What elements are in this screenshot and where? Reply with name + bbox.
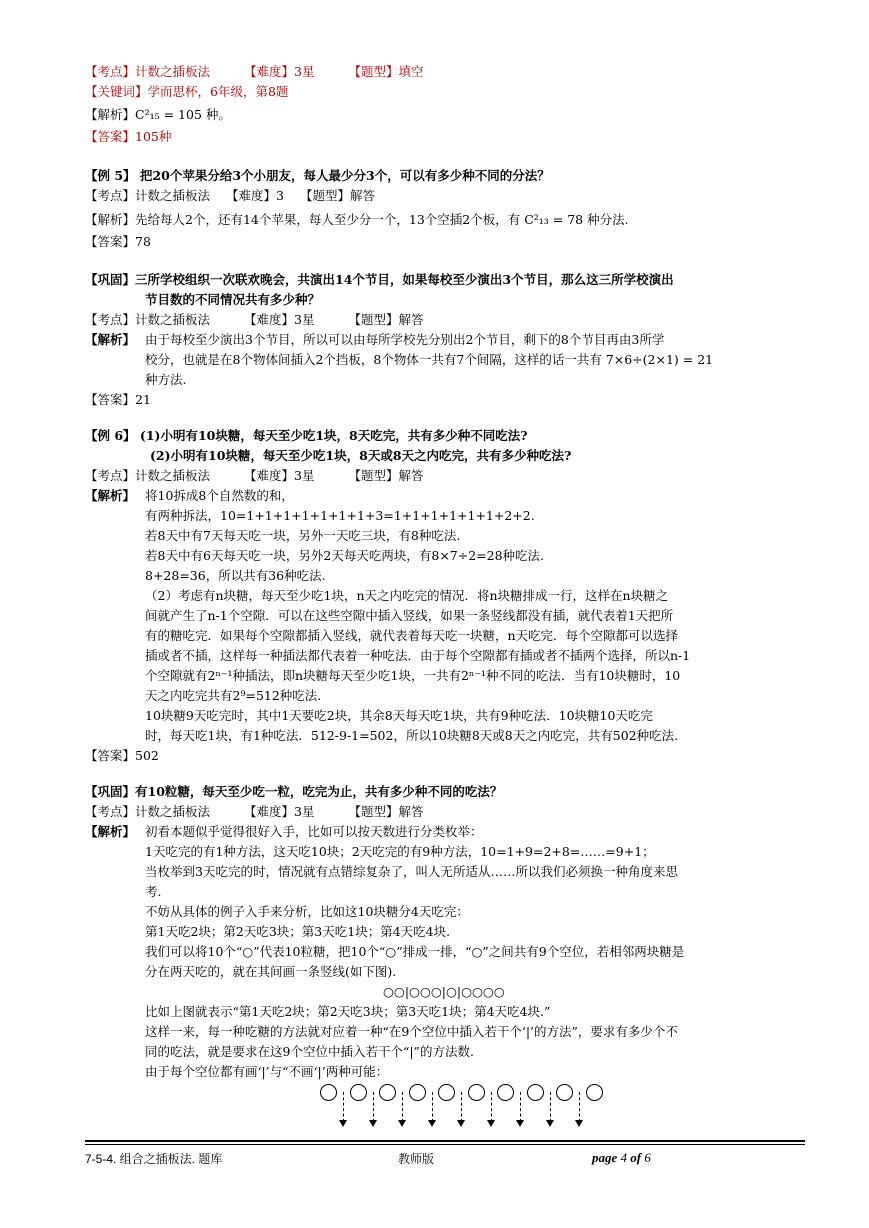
daan-value: 105种	[135, 129, 172, 144]
ex6-jiexi-line: 插或者不插，这样每一种插法都代表着一种吃法．由于每个空隙都有插或者不插两个选择，所以n-1	[145, 648, 691, 663]
gg1-jiexi-line1: 由于每校至少演出3个节目，所以可以由每所学校先分别出2个节目，剩下的8个节目再由3所学	[145, 332, 665, 347]
gg1-tag: 【巩固】	[85, 272, 136, 287]
page-word: page	[592, 1150, 618, 1165]
nandu-value: 3星	[294, 804, 315, 819]
gap-arrow-head	[398, 1120, 406, 1127]
gg1-jiexi-line3: 种方法.	[145, 372, 187, 387]
gg2-jiexi-line: 分在两天吃的，就在其间画一条竖线(如下图).	[145, 964, 397, 979]
jiexi-label: 【解析】	[85, 212, 136, 227]
gg2-jiexi-line: 同的吃法，就是要求在这9个空位中插入若干个“|”的方法数.	[145, 1044, 474, 1059]
daan-value: 502	[135, 748, 159, 763]
tixing-label: 【题型】	[348, 804, 399, 819]
footer-rule-thin	[85, 1144, 805, 1145]
tixing-value: 解答	[349, 188, 375, 203]
gg1-title-line1: 三所学校组织一次联欢晚会，共演出14个节目，如果每校至少演出3个节目，那么这三所学校演出	[135, 272, 674, 287]
gg2-jiexi-line: 比如上图就表示“第1天吃2块；第2天吃3块；第3天吃1块；第4天吃4块.”	[145, 1004, 551, 1019]
ex6-title-line2: (2)小明有10块糖，每天至少吃1块，8天或8天之内吃完，共有多少种吃法?	[150, 448, 572, 463]
block1-keywords-row	[85, 82, 288, 102]
tixing-label: 【题型】	[348, 468, 399, 483]
gg2-jiexi-line: 1天吃完的有1种方法，这天吃10块；2天吃完的有9种方法，10=1+9=2+8=……=9+1；	[145, 844, 655, 859]
gg2-jiexi-label-row	[85, 822, 135, 842]
candy-circle	[527, 1084, 544, 1101]
gg2-title: 有10粒糖，每天至少吃一粒，吃完为止，共有多少种不同的吃法？	[135, 784, 503, 799]
candy-circle	[586, 1084, 603, 1101]
ex6-jiexi-line: 有的糖吃完．如果每个空隙都插入竖线，就代表着每天吃一块糖，n天吃完．每个空隙都可以选择	[145, 628, 679, 643]
ex6-jiexi-line: 将10拆成8个自然数的和，	[145, 488, 294, 503]
nandu-label: 【难度】	[244, 312, 295, 327]
nandu-value: 3星	[294, 468, 315, 483]
kaodian-label: 【考点】	[85, 188, 136, 203]
ex6-jiexi-line: （2）考虑有n块糖，每天至少吃1块，n天之内吃完的情况．将n块糖排成一行，这样在n块糖之	[145, 588, 669, 603]
gap-arrow-line	[520, 1092, 521, 1122]
gg1-jiexi-line2: 校分，也就是在8个物体间插入2个挡板，8个物体一共有7个间隔，这样的话一共有 7×6÷(2×1) = 21	[145, 352, 714, 367]
jiexi-value: 先给每人2个，还有14个苹果，每人至少分一个，13个空插2个板，有 C²₁₃ = 78 种分法.	[135, 212, 629, 227]
jiexi-label: 【解析】	[85, 488, 136, 503]
ex6-jiexi-line: 8+28=36，所以共有36种吃法.	[145, 568, 326, 583]
gg2-jiexi-line: 我们可以将10个“○”代表10粒糖，把10个“○”排成一排，“○”之间共有9个空位，若相邻两块糖是	[145, 944, 685, 959]
daan-value: 21	[135, 392, 151, 407]
tixing-label: 【题型】	[348, 64, 399, 79]
gg1-jiexi-label-row	[85, 330, 135, 350]
footer-rule-thick	[85, 1140, 805, 1142]
footer-center-text: 教师版	[398, 1152, 435, 1166]
guanjianci-value: 学而思杯，6年级，第8题	[147, 84, 289, 99]
gap-arrow-head	[428, 1120, 436, 1127]
ex6-daan-row	[85, 746, 159, 766]
gap-arrow-line	[432, 1092, 433, 1122]
kaodian-label: 【考点】	[85, 804, 136, 819]
ex6-jiexi-line: 天之内吃完共有2⁹=512种吃法.	[145, 688, 322, 703]
ex5-tag: 【例 5】	[85, 168, 136, 183]
page-num: 4	[620, 1150, 628, 1165]
gg1-title-row1	[85, 270, 674, 290]
nandu-value: 3星	[294, 312, 315, 327]
candy-circle	[468, 1084, 485, 1101]
candy-circle	[497, 1084, 514, 1101]
ex6-jiexi-line: 10块糖9天吃完时，其中1天要吃2块，其余8天每天吃1块，共有9种吃法．10块糖10天吃完	[145, 708, 653, 723]
kaodian-value: 计数之插板法	[135, 312, 211, 327]
ex5-meta-row	[85, 186, 375, 206]
gap-arrow-head	[457, 1120, 465, 1127]
gap-arrow-line	[579, 1092, 580, 1122]
block1-jiexi-row	[85, 105, 231, 125]
ex6-jiexi-line: 若8天中有7天每天吃一块，另外一天吃三块，有8种吃法.	[145, 528, 461, 543]
gap-arrow-line	[402, 1092, 403, 1122]
gg2-jiexi-line: 由于每个空位都有画‘|’与“不画‘|’两种可能：	[145, 1064, 389, 1079]
gap-arrow-line	[373, 1092, 374, 1122]
ex5-daan-row	[85, 232, 151, 252]
ex5-title: 把20个苹果分给3个小朋友，每人最少分3个，可以有多少种不同的分法？	[139, 168, 550, 183]
tixing-value: 解答	[398, 804, 424, 819]
ex6-jiexi-line: 间就产生了n-1个空隙．可以在这些空隙中插入竖线，如果一条竖线都没有插，就代表着1天把所	[145, 608, 674, 623]
ex6-jiexi-line: 有两种拆法，10=1+1+1+1+1+1+1+3=1+1+1+1+1+1+2+2.	[145, 508, 535, 523]
gg2-tag: 【巩固】	[85, 784, 136, 799]
kaodian-label: 【考点】	[85, 312, 136, 327]
gg2-jiexi-line: 这样一来，每一种吃糖的方法就对应着一种“在9个空位中插入若干个‘|’的方法”，要求有多少个不	[145, 1024, 678, 1039]
gg2-jiexi-line: 第1天吃2块；第2天吃3块；第3天吃1块；第4天吃4块.	[145, 924, 451, 939]
candy-circle	[350, 1084, 367, 1101]
gg2-meta-row	[85, 802, 424, 822]
ex6-jiexi-label-row	[85, 486, 135, 506]
footer-left-text: 7-5-4. 组合之插板法. 题库	[85, 1152, 223, 1166]
gap-arrow-line	[550, 1092, 551, 1122]
nandu-value: 3	[276, 188, 284, 203]
gap-arrow-head	[516, 1120, 524, 1127]
daan-label: 【答案】	[85, 129, 136, 144]
ex5-title-row	[85, 166, 550, 186]
gap-arrow-head	[546, 1120, 554, 1127]
gap-arrow-head	[339, 1120, 347, 1127]
jiexi-label: 【解析】	[85, 824, 136, 839]
of-word: of	[630, 1150, 642, 1165]
nandu-label: 【难度】	[244, 64, 295, 79]
guanjianci-label: 【关键词】	[85, 84, 148, 99]
nandu-value: 3星	[294, 64, 315, 79]
gg2-jiexi-line: 初看本题似乎觉得很好入手，比如可以按天数进行分类枚举：	[145, 824, 483, 839]
ex6-jiexi-line: 若8天中有6天每天吃一块，另外2天每天吃两块，有8×7÷2=28种吃法.	[145, 548, 545, 563]
tixing-value: 解答	[398, 468, 424, 483]
gg2-title-row	[85, 782, 502, 802]
tixing-label: 【题型】	[299, 188, 350, 203]
tixing-value: 填空	[398, 64, 424, 79]
tixing-label: 【题型】	[348, 312, 399, 327]
kaodian-label: 【考点】	[85, 468, 136, 483]
gg2-jiexi-line: 当枚举到3天吃完的时，情况就有点错综复杂了，叫人无所适从……所以我们必须换一种角度来思	[145, 864, 678, 879]
jiexi-label: 【解析】	[85, 332, 136, 347]
daan-value: 78	[135, 234, 151, 249]
candy-circle	[438, 1084, 455, 1101]
ex5-jiexi-row	[85, 210, 629, 230]
jiexi-value: C²₁₅ = 105 种。	[135, 107, 231, 122]
gg1-title-line2: 节目数的不同情况共有多少种？	[145, 292, 321, 307]
gap-arrow-line	[461, 1092, 462, 1122]
ex6-tag: 【例 6】	[85, 428, 136, 443]
ex6-title-row1	[85, 426, 528, 446]
gg1-meta-row	[85, 310, 424, 330]
page-total: 6	[644, 1150, 651, 1165]
jiexi-label: 【解析】	[85, 107, 136, 122]
ex6-meta-row	[85, 466, 424, 486]
gg2-jiexi-line: 不妨从具体的例子入手来分析，比如这10块糖分4天吃完：	[145, 904, 469, 919]
candy-divider-figure: ○○|○○○|○|○○○○	[383, 984, 505, 999]
gap-arrow-line	[491, 1092, 492, 1122]
nandu-label: 【难度】	[226, 188, 277, 203]
kaodian-value: 计数之插板法	[135, 804, 211, 819]
candy-circle	[320, 1084, 337, 1101]
kaodian-value: 计数之插板法	[135, 188, 211, 203]
footer-page-number	[592, 1150, 651, 1166]
gap-arrow-head	[575, 1120, 583, 1127]
candy-circle	[556, 1084, 573, 1101]
block1-meta-row	[85, 62, 424, 82]
ex6-jiexi-line: 个空隙就有2ⁿ⁻¹种插法，即n块糖每天至少吃1块，一共有2ⁿ⁻¹种不同的吃法．当有10块糖时，10	[145, 668, 681, 683]
gg1-title-row2	[145, 290, 320, 310]
nandu-label: 【难度】	[244, 468, 295, 483]
kaodian-label: 【考点】	[85, 64, 136, 79]
kaodian-value: 计数之插板法	[135, 64, 211, 79]
gap-arrow-line	[343, 1092, 344, 1122]
tixing-value: 解答	[398, 312, 424, 327]
ex6-jiexi-line: 时，每天吃1块，有1种吃法．512-9-1=502，所以10块糖8天或8天之内吃完，共有502种吃法.	[145, 728, 679, 743]
nandu-label: 【难度】	[244, 804, 295, 819]
ex6-title-line1: (1)小明有10块糖，每天至少吃1块，8天吃完，共有多少种不同吃法?	[139, 428, 528, 443]
gg1-daan-row	[85, 390, 151, 410]
candy-circle	[379, 1084, 396, 1101]
gap-arrow-head	[487, 1120, 495, 1127]
candy-circle	[409, 1084, 426, 1101]
gap-arrow-head	[369, 1120, 377, 1127]
daan-label: 【答案】	[85, 392, 136, 407]
daan-label: 【答案】	[85, 748, 136, 763]
daan-label: 【答案】	[85, 234, 136, 249]
block1-daan-row	[85, 127, 171, 147]
kaodian-value: 计数之插板法	[135, 468, 211, 483]
gg2-jiexi-line: 考.	[145, 884, 162, 899]
